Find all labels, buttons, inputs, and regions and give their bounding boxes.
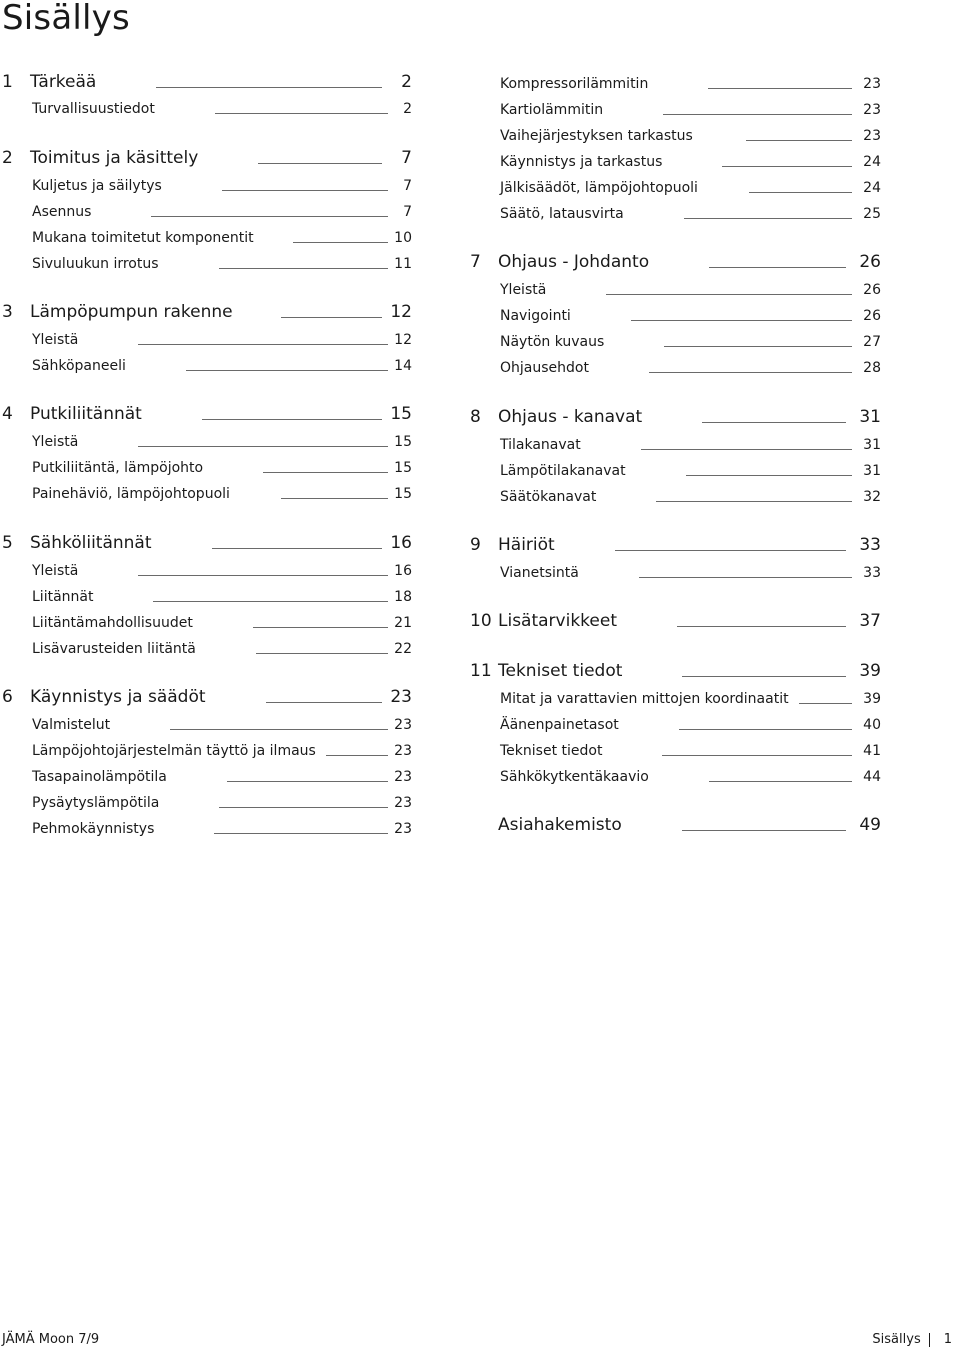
toc-section-entry[interactable] — [0, 329, 960, 355]
toc-leader-line — [639, 577, 852, 578]
toc-page-number: 16 — [394, 563, 412, 579]
toc-page-number: 23 — [863, 76, 881, 92]
toc-page-number: 24 — [863, 154, 881, 170]
toc-section-title: Sivuluukun irrotus — [32, 256, 159, 272]
toc-leader-line — [656, 501, 852, 502]
toc-page-number: 12 — [394, 332, 412, 348]
toc-page-number: 15 — [394, 460, 412, 476]
toc-page-number: 23 — [394, 743, 412, 759]
toc-section-title: Yleistä — [500, 282, 547, 298]
toc-chapter-entry[interactable] — [0, 658, 960, 684]
toc-page-number: 15 — [390, 404, 412, 424]
toc-chapter-number: 4 — [2, 404, 13, 424]
toc-section-title: Pysäytyslämpötila — [32, 795, 160, 811]
toc-section-title: Yleistä — [32, 332, 79, 348]
toc-chapter-title: Ohjaus - kanavat — [498, 407, 643, 427]
toc-page-number: 21 — [394, 615, 412, 631]
toc-leader-line — [746, 140, 852, 141]
toc-section-entry[interactable] — [0, 712, 960, 738]
toc-chapter-number: 11 — [470, 661, 492, 681]
toc-chapter-number: 5 — [2, 533, 13, 553]
toc-section-title: Lämpötilakanavat — [500, 463, 626, 479]
toc-section-entry[interactable] — [0, 764, 960, 790]
footer-section-name: Sisällys — [872, 1332, 921, 1347]
toc-leader-line — [686, 475, 852, 476]
toc-section-title: Navigointi — [500, 308, 571, 324]
toc-section-title: Kuljetus ja säilytys — [32, 178, 162, 194]
toc-page-number: 7 — [403, 204, 412, 220]
toc-section-entry[interactable] — [0, 71, 960, 97]
toc-leader-line — [662, 755, 852, 756]
toc-section-title: Pehmokäynnistys — [32, 821, 155, 837]
toc-leader-line — [709, 267, 846, 268]
toc-leader-line — [649, 372, 852, 373]
toc-leader-line — [631, 320, 852, 321]
toc-section-entry[interactable] — [0, 355, 960, 381]
toc-chapter-title: Häiriöt — [498, 535, 555, 555]
toc-page-number: 23 — [863, 128, 881, 144]
toc-section-title: Tilakanavat — [500, 437, 581, 453]
toc-page-number: 39 — [863, 691, 881, 707]
toc-section-title: Liitäntämahdollisuudet — [32, 615, 193, 631]
toc-chapter-entry[interactable] — [0, 532, 960, 558]
toc-page-number: 33 — [863, 565, 881, 581]
toc-page-number: 15 — [394, 434, 412, 450]
toc-section-entry[interactable] — [0, 277, 960, 303]
toc-page-number: 32 — [863, 489, 881, 505]
toc-leader-line — [702, 422, 846, 423]
toc-section-entry[interactable] — [0, 686, 960, 712]
toc-chapter-number: 6 — [2, 687, 13, 707]
toc-page-number: 40 — [863, 717, 881, 733]
toc-leader-line — [664, 346, 852, 347]
toc-section-title: Putkiliitäntä, lämpöjohto — [32, 460, 204, 476]
toc-leader-line — [663, 114, 852, 115]
footer-page-number: 1 — [943, 1332, 952, 1347]
toc-page-number: 14 — [394, 358, 412, 374]
toc-page-number: 26 — [863, 308, 881, 324]
toc-section-title: Sähköpaneeli — [32, 358, 126, 374]
toc-leader-line — [679, 729, 852, 730]
toc-chapter-entry[interactable] — [0, 812, 960, 838]
toc-page-number: 23 — [394, 717, 412, 733]
toc-chapter-number: 9 — [470, 535, 481, 555]
toc-section-title: Käynnistys ja tarkastus — [500, 154, 663, 170]
toc-leader-line — [722, 166, 852, 167]
toc-leader-line — [709, 781, 852, 782]
toc-chapter-number: 1 — [2, 72, 13, 92]
toc-chapter-title: Lämpöpumpun rakenne — [30, 302, 233, 322]
toc-chapter-title: Tärkeää — [30, 72, 97, 92]
toc-section-title: Yleistä — [32, 434, 79, 450]
toc-chapter-title: Putkiliitännät — [30, 404, 142, 424]
toc-page-number: 2 — [403, 101, 412, 117]
toc-page-number: 11 — [394, 256, 412, 272]
toc-page-number: 26 — [863, 282, 881, 298]
toc-section-title: Kartiolämmitin — [500, 102, 604, 118]
toc-section-title: Turvallisuustiedot — [32, 101, 155, 117]
toc-section-title: Tekniset tiedot — [500, 743, 603, 759]
toc-leader-line — [749, 192, 852, 193]
toc-section-title: Yleistä — [32, 563, 79, 579]
toc-chapter-entry[interactable] — [0, 608, 960, 634]
toc-chapter-entry[interactable] — [0, 249, 960, 275]
toc-page-number: 22 — [394, 641, 412, 657]
toc-section-title: Asennus — [32, 204, 92, 220]
toc-section-entry[interactable] — [0, 458, 960, 484]
toc-page-number: 7 — [401, 148, 412, 168]
toc-section-title: Lisävarusteiden liitäntä — [32, 641, 196, 657]
toc-leader-line — [682, 676, 846, 677]
toc-page-number: 49 — [859, 815, 881, 835]
toc-page-number: 18 — [394, 589, 412, 605]
page-title: Sisällys — [2, 0, 130, 38]
toc-section-entry[interactable] — [0, 123, 960, 149]
toc-page-number: 37 — [859, 611, 881, 631]
toc-section-title: Mukana toimitetut komponentit — [32, 230, 254, 246]
toc-section-entry[interactable] — [0, 432, 960, 458]
toc-leader-line — [677, 626, 846, 627]
toc-page-number: 15 — [394, 486, 412, 502]
toc-page-number: 28 — [863, 360, 881, 376]
toc-leader-line — [641, 449, 852, 450]
toc-leader-line — [615, 550, 846, 551]
toc-chapter-title: Ohjaus - Johdanto — [498, 252, 650, 272]
toc-chapter-title: Tekniset tiedot — [498, 661, 623, 681]
toc-chapter-entry[interactable] — [0, 404, 960, 430]
toc-leader-line — [606, 294, 852, 295]
toc-section-title: Säätökanavat — [500, 489, 597, 505]
toc-page-number: 24 — [863, 180, 881, 196]
toc-page-number: 31 — [863, 437, 881, 453]
toc-page-number: 23 — [394, 769, 412, 785]
toc-leader-line — [682, 830, 846, 831]
toc-page-number: 2 — [401, 72, 412, 92]
toc-page-number: 31 — [863, 463, 881, 479]
toc-page-number: 23 — [394, 821, 412, 837]
toc-page-number: 16 — [390, 533, 412, 553]
toc-chapter-title: Käynnistys ja säädöt — [30, 687, 206, 707]
toc-section-entry[interactable] — [0, 97, 960, 123]
toc-chapter-title: Sähköliitännät — [30, 533, 152, 553]
toc-section-entry[interactable] — [0, 149, 960, 175]
toc-page-number: 23 — [863, 102, 881, 118]
toc-chapter-number: 3 — [2, 302, 13, 322]
toc-page-number: 25 — [863, 206, 881, 222]
footer-page-info — [872, 1330, 952, 1350]
toc-chapter-number: 2 — [2, 148, 13, 168]
toc-section-title: Valmistelut — [32, 717, 111, 733]
toc-section-entry[interactable] — [0, 738, 960, 764]
toc-section-title: Vaihejärjestyksen tarkastus — [500, 128, 693, 144]
toc-section-title: Mitat ja varattavien mittojen koordinaatit — [500, 691, 789, 707]
footer-separator — [929, 1333, 930, 1347]
toc-section-entry[interactable] — [0, 175, 960, 201]
toc-page-number: 7 — [403, 178, 412, 194]
toc-chapter-title: Toimitus ja käsittely — [30, 148, 199, 168]
toc-section-entry[interactable] — [0, 303, 960, 329]
toc-section-title: Kompressorilämmitin — [500, 76, 649, 92]
toc-section-title: Äänenpainetasot — [500, 717, 619, 733]
toc-section-title: Näytön kuvaus — [500, 334, 605, 350]
toc-leader-line — [799, 703, 852, 704]
toc-section-title: Lämpöjohtojärjestelmän täyttö ja ilmaus — [32, 743, 316, 759]
toc-section-title: Tasapainolämpötila — [32, 769, 167, 785]
toc-section-entry[interactable] — [0, 484, 960, 510]
toc-page-number: 33 — [859, 535, 881, 555]
toc-page-number: 41 — [863, 743, 881, 759]
toc-section-title: Vianetsintä — [500, 565, 579, 581]
toc-section-title: Ohjausehdot — [500, 360, 589, 376]
toc-section-title: Säätö, latausvirta — [500, 206, 624, 222]
toc-section-entry[interactable] — [0, 201, 960, 227]
toc-page-number: 44 — [863, 769, 881, 785]
toc-leader-line — [684, 218, 852, 219]
toc-page-number: 23 — [390, 687, 412, 707]
footer-document-name: JÄMÄ Moon 7/9 — [2, 1332, 100, 1347]
toc-section-title: Jälkisäädöt, lämpöjohtopuoli — [500, 180, 698, 196]
toc-page-number: 31 — [859, 407, 881, 427]
toc-page-number: 12 — [390, 302, 412, 322]
toc-chapter-number: 7 — [470, 252, 481, 272]
toc-section-title: Liitännät — [32, 589, 94, 605]
toc-chapter-number: 10 — [470, 611, 492, 631]
toc-leader-line — [708, 88, 852, 89]
toc-chapter-number: 8 — [470, 407, 481, 427]
toc-chapter-title: Asiahakemisto — [498, 815, 622, 835]
toc-page-number: 23 — [394, 795, 412, 811]
toc-page-number: 39 — [859, 661, 881, 681]
toc-page-number: 10 — [394, 230, 412, 246]
toc-section-entry[interactable] — [0, 560, 960, 586]
toc-section-title: Painehäviö, lämpöjohtopuoli — [32, 486, 230, 502]
toc-page-number: 26 — [859, 252, 881, 272]
toc-chapter-title: Lisätarvikkeet — [498, 611, 617, 631]
toc-section-title: Sähkökytkentäkaavio — [500, 769, 649, 785]
toc-page-number: 27 — [863, 334, 881, 350]
